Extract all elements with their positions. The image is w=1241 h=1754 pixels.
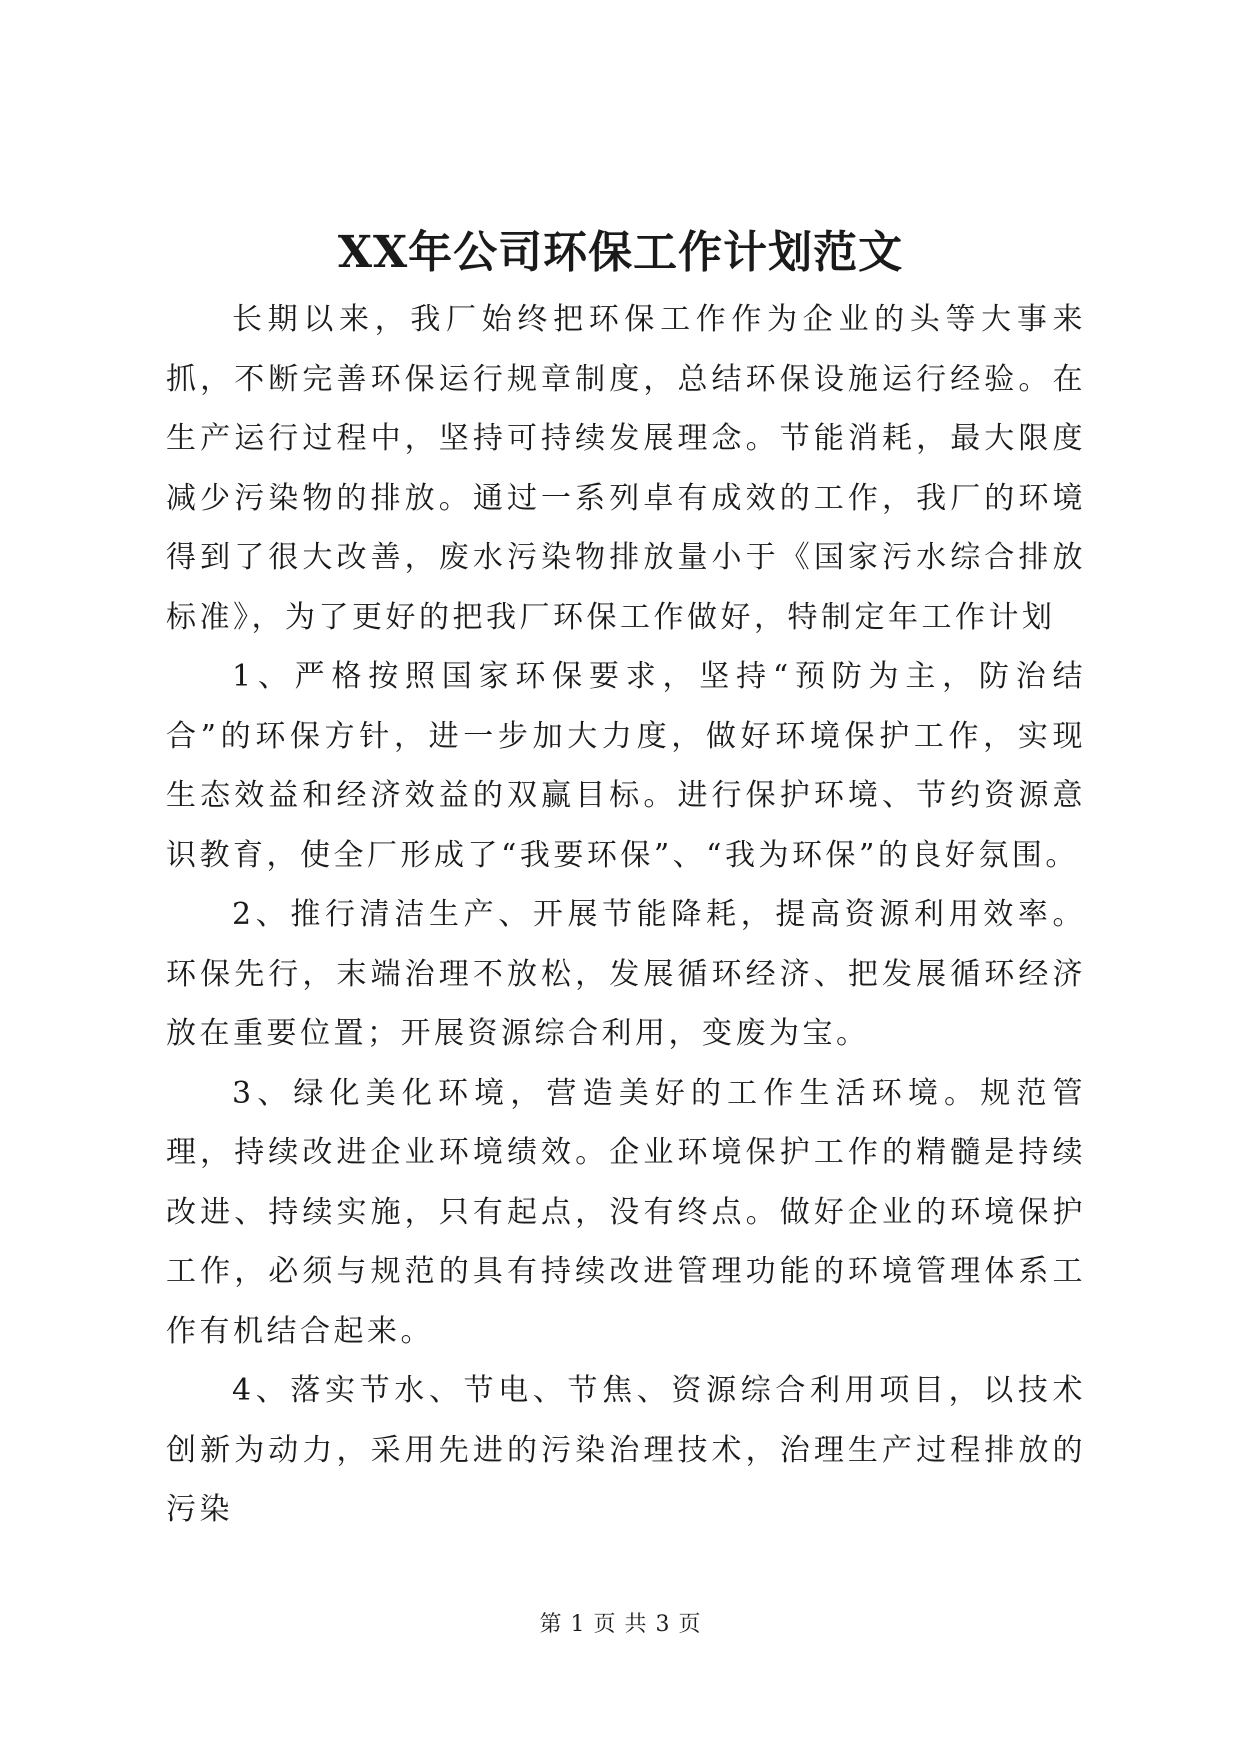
paragraph-item-1: 1、严格按照国家环保要求，坚持“预防为主，防治结合”的环保方针，进一步加大力度，做好环境保护工作，实现生态效益和经济效益的双赢目标。进行保护环境、节约资源意识教育，使全厂形成了“我要环保”、“我为环保”的良好氛围。 <box>166 659 1086 873</box>
paragraph-item-3: 3、绿化美化环境，营造美好的工作生活环境。规范管理，持续改进企业环境绩效。企业环境保护工作的精髓是持续改进、持续实施，只有起点，没有终点。做好企业的环境保护工作，必须与规范的具有持续改进管理功能的环境管理体系工作有机结合起来。 <box>166 1075 1086 1349</box>
paragraph-item-2: 2、推行清洁生产、开展节能降耗，提高资源利用效率。环保先行，末端治理不放松，发展循环经济、把发展循环经济放在重要位置；开展资源综合利用，变废为宝。 <box>166 897 1086 1051</box>
paragraph-intro: 长期以来，我厂始终把环保工作作为企业的头等大事来抓，不断完善环保运行规章制度，总结环保设施运行经验。在生产运行过程中，坚持可持续发展理念。节能消耗，最大限度减少污染物的排放。通过一系列卓有成效的工作，我厂的环境得到了很大改善，废水污染物排放量小于《国家污水综合排放标准》，为了更好的把我厂环保工作做好，特制定年工作计划 <box>166 302 1086 635</box>
page-number-footer: 第 1 页 共 3 页 <box>539 1612 702 1637</box>
document-body <box>166 290 1086 1540</box>
paragraph-item-4: 4、落实节水、节电、节焦、资源综合利用项目，以技术创新为动力，采用先进的污染治理技术，治理生产过程排放的污染 <box>166 1373 1086 1527</box>
document-title: XX年公司环保工作计划范文 <box>337 227 904 278</box>
